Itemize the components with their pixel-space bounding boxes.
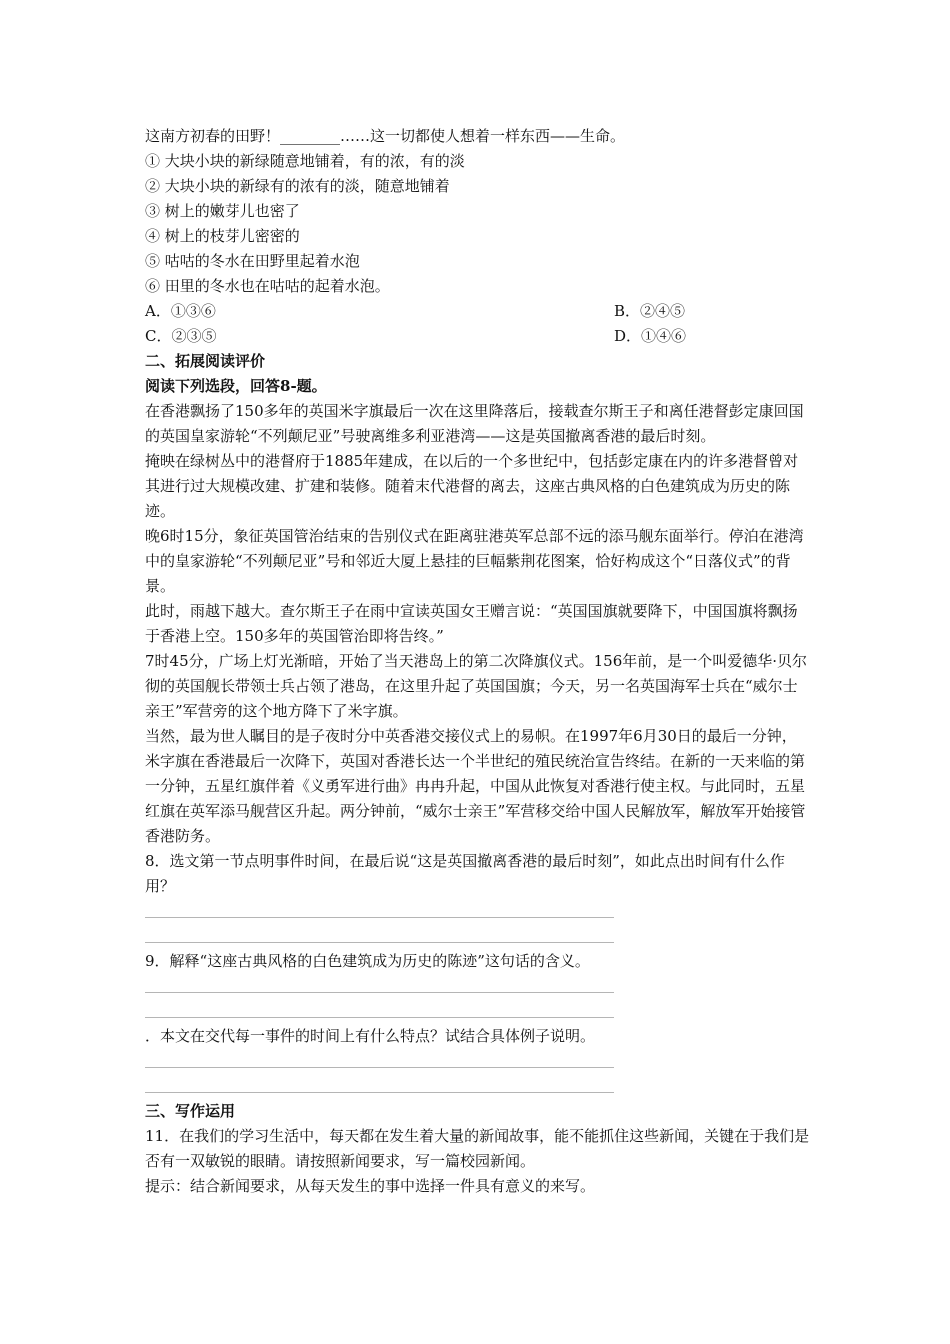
- intro-sentence: 这南方初春的田野！________……这一切都使人想着一样东西——生命。: [145, 127, 626, 145]
- sentence-option: ③ 树上的嫩芽儿也密了: [145, 202, 300, 220]
- answer-line[interactable]: [145, 899, 810, 924]
- reading-instruction: 阅读下列选段，回答8-题。: [145, 377, 327, 395]
- answer-line[interactable]: [145, 1049, 810, 1074]
- passage-paragraph: 此时，雨越下越大。查尔斯王子在雨中宣读英国女王赠言说：“英国国旗就要降下，中国国旗将飘扬于香港上空。150多年的英国管治即将告终。”: [145, 602, 798, 645]
- page-content: [145, 124, 810, 1199]
- sentence-option: ② 大块小块的新绿有的浓有的淡，随意地铺着: [145, 177, 450, 195]
- passage-paragraph: 在香港飘扬了150多年的英国米字旗最后一次在这里降落后，接载查尔斯王子和离任港督彭定康回国的英国皇家游轮“不列颠尼亚”号驶离维多利亚港湾——这是英国撤离香港的最后时刻。: [145, 402, 804, 445]
- choice-a: A．①③⑥: [145, 302, 216, 320]
- answer-line[interactable]: [145, 924, 810, 949]
- sentence-option: ⑤ 咕咕的冬水在田野里起着水泡: [145, 252, 360, 270]
- question-8: 8．选文第一节点明事件时间，在最后说“这是英国撤离香港的最后时刻”，如此点出时间有什么作用？: [145, 852, 785, 895]
- choice-c: C．②③⑤: [145, 327, 217, 345]
- choice-b: B．②④⑤: [614, 302, 686, 320]
- section-3-heading: 三、写作运用: [145, 1102, 236, 1120]
- sentence-option: ④ 树上的枝芽儿密密的: [145, 227, 300, 245]
- question-11: 11．在我们的学习生活中，每天都在发生着大量的新闻故事，能不能抓住这些新闻，关键在于我们是否有一双敏锐的眼睛。请按照新闻要求，写一篇校园新闻。: [145, 1127, 810, 1170]
- sentence-option: ① 大块小块的新绿随意地铺着，有的浓，有的淡: [145, 152, 465, 170]
- answer-line[interactable]: [145, 974, 810, 999]
- question-9: 9．解释“这座古典风格的白色建筑成为历史的陈迹”这句话的含义。: [145, 952, 590, 970]
- section-2-heading: 二、拓展阅读评价: [145, 352, 266, 370]
- answer-line[interactable]: [145, 1074, 810, 1099]
- choice-d: D．①④⑥: [614, 327, 687, 345]
- question-10: ．本文在交代每一事件的时间上有什么特点？试结合具体例子说明。: [145, 1027, 596, 1045]
- choice-row-2: [145, 324, 810, 349]
- sentence-option: ⑥ 田里的冬水也在咕咕的起着水泡。: [145, 277, 390, 295]
- passage-paragraph: 当然，最为世人瞩目的是子夜时分中英香港交接仪式上的易帜。在1997年6月30日的最后一分钟，米字旗在香港最后一次降下，英国对香港长达一个半世纪的殖民统治宣告终结。在新的一天来临的第一分钟，五星红旗伴着《义勇军进行曲》冉冉升起，中国从此恢复对香港行使主权。与此同时，五星红旗在英军添马舰营区升起。两分钟前，“威尔士亲王”军营移交给中国人民解放军，解放军开始接管香港防务。: [145, 727, 806, 845]
- writing-hint: 提示：结合新闻要求，从每天发生的事中选择一件具有意义的来写。: [145, 1177, 596, 1195]
- answer-line[interactable]: [145, 999, 810, 1024]
- passage-paragraph: 掩映在绿树丛中的港督府于1885年建成，在以后的一个多世纪中，包括彭定康在内的许多港督曾对其进行过大规模改建、扩建和装修。随着末代港督的离去，这座古典风格的白色建筑成为历史的陈迹。: [145, 452, 799, 520]
- passage-paragraph: 7时45分，广场上灯光渐暗，开始了当天港岛上的第二次降旗仪式。156年前，是一个叫爱德华·贝尔彻的英国舰长带领士兵占领了港岛，在这里升起了英国国旗；今天，另一名英国海军士兵在“威尔士亲王”军营旁的这个地方降下了米字旗。: [145, 652, 808, 720]
- passage-paragraph: 晚6时15分，象征英国管治结束的告别仪式在距离驻港英军总部不远的添马舰东面举行。停泊在港湾中的皇家游轮“不列颠尼亚”号和邻近大厦上悬挂的巨幅紫荆花图案，恰好构成这个“日落仪式”的背景。: [145, 527, 804, 595]
- choice-row-1: [145, 299, 810, 324]
